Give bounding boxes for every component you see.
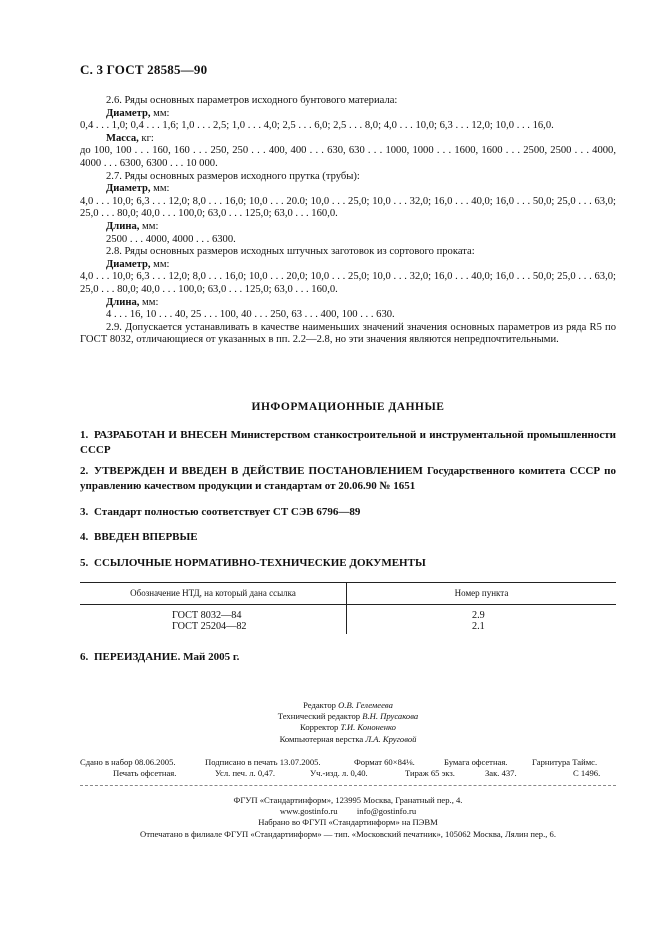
footer-print-note: Отпечатано в филиале ФГУП «Стандартинформ» — тип. «Московский печатник», 105062 Москва, Лялин пер., 6. [139,828,556,839]
section-2-6-mass-label: Масса, кг: [106,132,154,144]
info-section-title: ИНФОРМАЦИОННЫЕ ДАННЫЕ [251,401,445,413]
credit-layout: Компьютерная верстка Л.А. Круговой [279,733,417,744]
section-2-6-diameter-label: Диаметр, мм: [106,107,170,119]
table-cell-clause-1: 2.9 [472,610,485,621]
footer-contacts [80,806,616,817]
table-header-rule [80,604,616,605]
footer-website[interactable]: www.gostinfo.ru [279,806,338,817]
section-2-7-length-label: Длина, мм: [106,220,159,232]
table-top-rule [80,582,616,583]
pub-code: С 1496. [573,768,601,778]
footer-address: ФГУП «Стандартинформ», 123995 Москва, Гранатный пер., 4. [233,795,463,805]
credit-corrector: Корректор Т.И. Кононенко [300,722,396,733]
pub-signed-date: Подписано в печать 13.07.2005. [205,757,321,767]
section-2-7-length-values: 2500 . . . 4000, 4000 . . . 6300. [106,233,236,245]
footer-typeset-note: Набрано во ФГУП «Стандартинформ» на ПЭВМ [258,817,438,828]
pub-typeface: Гарнитура Таймс. [532,757,598,767]
pub-print-sheets: Усл. печ. л. 0,47. [215,768,276,778]
section-2-6-intro: 2.6. Ряды основных параметров исходного бунтового материала: [106,95,398,106]
pub-run: Тираж 65 экз. [405,768,455,778]
pub-format: Формат 60×84⅛. [354,757,415,767]
section-2-7-intro: 2.7. Ряды основных размеров исходного прутка (трубы): [106,170,360,182]
info-item-6: 6. ПЕРЕИЗДАНИЕ. Май 2005 г. [80,651,240,663]
pub-edition-sheets: Уч.-изд. л. 0,40. [310,768,368,778]
body-text [80,95,616,347]
info-item-3: 3. Стандарт полностью соответствует СТ СЭВ 6796—89 [80,506,361,518]
section-2-7-diameter-label: Диаметр, мм: [106,183,170,195]
section-2-9-text: 2.9. Допускается устанавливать в качестве наименьших значений значения основных параметров из ряда R5 по ГОСТ 8032, отличающиеся от указанных в пп. 2.2—2.8, но эти значения являются непредпочтительными. [80,321,616,346]
info-item-1: 1. РАЗРАБОТАН И ВНЕСЕН Министерством станкостроительной и инструментальной промышленности СССР [80,429,616,456]
table-header-clause: Номер пункта [454,588,509,598]
table-cell-doc-1: ГОСТ 8032—84 [172,610,242,621]
section-2-8-intro: 2.8. Ряды основных размеров исходных штучных заготовок из сортового проката: [106,246,475,258]
pub-typeset-date: Сдано в набор 08.06.2005. [80,757,176,767]
section-2-6-diameter-values: 0,4 . . . 1,0; 0,4 . . . 1,6; 1,0 . . . 2,5; 1,0 . . . 4,0; 2,5 . . . 6,0; 2,5 . . . 8,0; 4,0 . . . 10,0; 6,3 . . . 12,0; 10,0 . . . 16,0. [80,120,554,132]
credit-editor: Редактор О.В. Гелемеева [303,700,393,710]
table-cell-doc-2: ГОСТ 25204—82 [172,621,247,632]
section-2-6-mass-values: до 100, 100 . . . 160, 160 . . . 250, 250 . . . 400, 400 . . . 630, 630 . . . 1000, 1000 . . . 1600, 1600 . . . 2500, 2500 . . . 4000, 4000 . . . 6300, 6300 . . . 10 000. [80,145,616,169]
section-2-7-diameter-values: 4,0 . . . 10,0; 6,3 . . . 12,0; 8,0 . . . 16,0; 10,0 . . . 20.0; 10,0 . . . 25,0; 10,0 . . . 32,0; 16,0 . . . 40,0; 16,0 . . . 50,0; 25,0 . . . 63,0; 25,0 . . . 80,0; 40,0 . . . 100,0; 63,0 . . . 125,0; 63,0 . . . 160,0. [80,195,616,220]
footer-divider [80,785,616,786]
section-2-8-diameter-values: 4,0 . . . 10,0; 6,3 . . . 12,0; 8,0 . . . 16,0; 10,0 . . . 20,0; 10,0 . . . 25,0; 10,0 . . . 32,0; 16,0 . . . 40,0; 16,0 . . . 50,0; 25,0 . . . 63,0; 25,0 . . . 80,0; 40,0 . . . 100,0; 63,0 . . . 125,0; 63,0 . . . 160,0. [80,271,616,295]
section-2-8-length-label: Длина, мм: [106,296,159,308]
info-item-2: 2. УТВЕРЖДЕН И ВВЕДЕН В ДЕЙСТВИЕ ПОСТАНОВЛЕНИЕМ Государственного комитета СССР по управлению качеством продукции и стандартам от 20.06.90 № 1651 [80,465,616,492]
credit-tech-editor: Технический редактор В.Н. Прусакова [277,711,419,722]
pub-paper: Бумага офсетная. [444,757,508,767]
editorial-credits [80,700,616,745]
table-header-document: Обозначение НТД, на который дана ссылка [130,588,296,598]
section-2-8-length-values: 4 . . . 16, 10 . . . 40, 25 . . . 100, 40 . . . 250, 63 . . . 400, 100 . . . 630. [106,309,395,321]
info-item-4: 4. ВВЕДЕН ВПЕРВЫЕ [80,531,198,543]
info-item-5: 5. ССЫЛОЧНЫЕ НОРМАТИВНО-ТЕХНИЧЕСКИЕ ДОКУМЕНТЫ [80,557,426,569]
table-cell-clause-2: 2.1 [472,621,485,632]
pub-print-type: Печать офсетная. [113,768,177,778]
page-header: С. 3 ГОСТ 28585—90 [80,62,208,77]
publisher-footer [80,795,616,840]
footer-email[interactable]: info@gostinfo.ru [356,806,417,817]
pub-order: Зак. 437. [485,768,517,778]
section-2-8-diameter-label: Диаметр, мм: [106,258,170,270]
